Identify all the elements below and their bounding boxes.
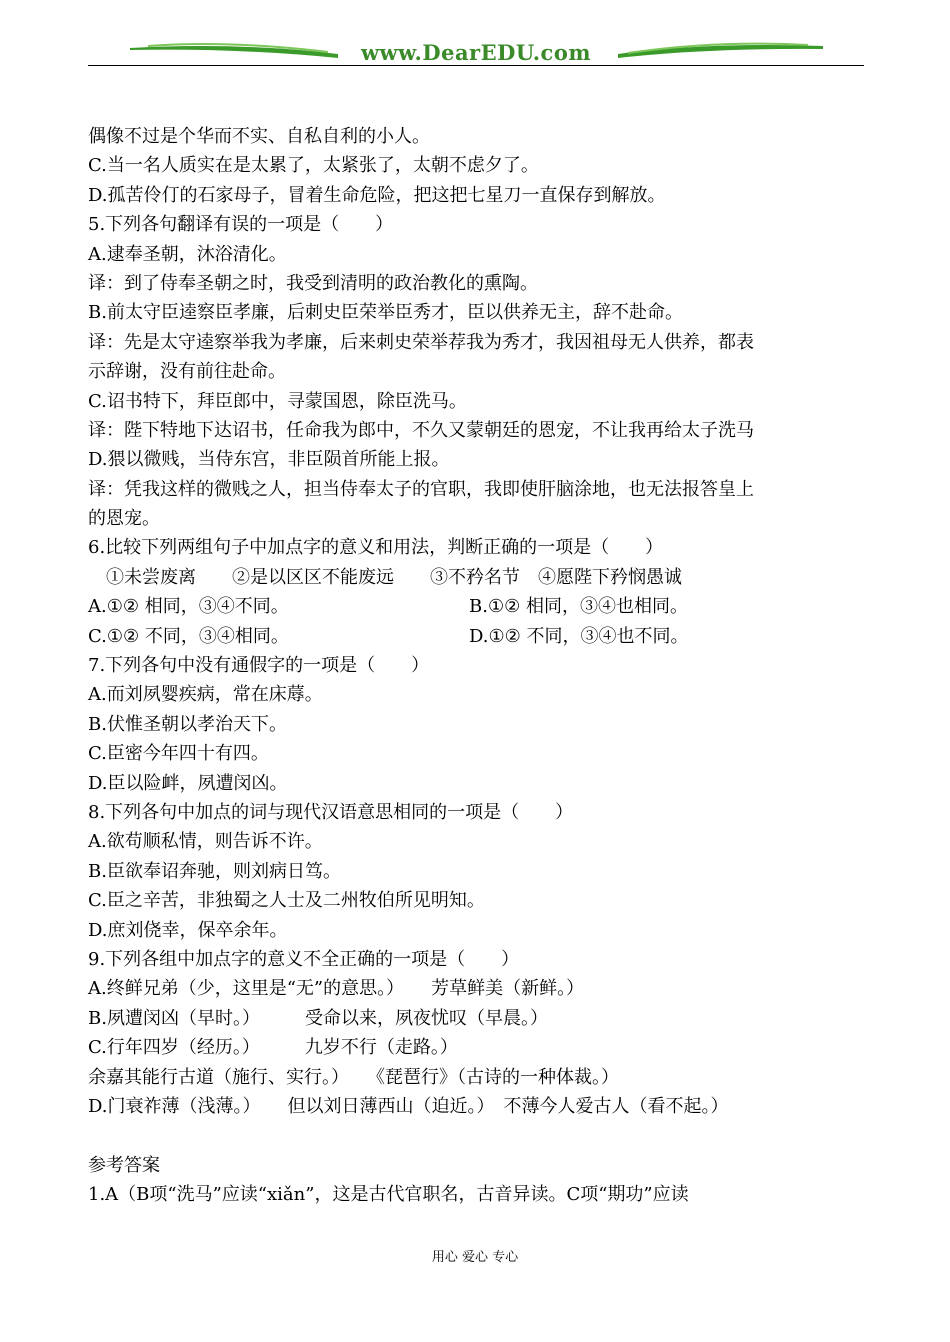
text-line: 译：先是太守逵察举我为孝廉，后来刺史荣举荐我为秀才，我因祖母无人供养，都表 <box>88 331 754 353</box>
text-line: 示辞谢，没有前往赴命。 <box>88 361 286 383</box>
question-6: 6.比较下列两组句子中加点字的意义和用法，判断正确的一项是（ ） <box>88 537 664 559</box>
text-line: D.孤苦伶仃的石家母子，冒着生命危险，把这把七星刀一直保存到解放。 <box>88 184 666 206</box>
header-divider <box>88 65 864 66</box>
text-line: ①未尝废离 ②是以区区不能废远 ③不矜名节 ④愿陛下矜悯愚诚 <box>88 566 682 588</box>
text-line: D.臣以险衅，夙遭闵凶。 <box>88 772 288 794</box>
question-7: 7.下列各句中没有通假字的一项是（ ） <box>88 655 430 677</box>
answer-line: 1.A（B项“洗马”应读“xiǎn”，这是古代官职名，古音异读。C项“期功”应读 <box>88 1184 689 1206</box>
text-line: 译：凭我这样的微贱之人，担当侍奉太子的官职，我即使肝脑涂地，也无法报答皇上 <box>88 478 754 500</box>
page-header <box>88 36 864 70</box>
text-line: 译：陛下特地下达诏书，任命我为郎中，不久又蒙朝廷的恩宠，不让我再给太子洗马 <box>88 419 754 441</box>
q6-options-row <box>88 592 868 621</box>
text-line: A.终鲜兄弟（少，这里是“无”的意思。） 芳草鲜美（新鲜。） <box>88 978 585 1000</box>
text-line: D.门衰祚薄（浅薄。） 但以刘日薄西山（迫近。） 不薄今人爱古人（看不起。） <box>88 1095 729 1117</box>
text-line: C.行年四岁（经历。） 九岁不行（走路。） <box>88 1037 458 1059</box>
text-line: C.臣密今年四十有四。 <box>88 743 269 765</box>
text-line: B.臣欲奉诏奔驰，则刘病日笃。 <box>88 860 341 882</box>
question-9: 9.下列各组中加点字的意义不全正确的一项是（ ） <box>88 948 520 970</box>
text-line: 译：到了侍奉圣朝之时，我受到清明的政治教化的熏陶。 <box>88 272 538 294</box>
text-line: B.前太守臣逵察臣孝廉，后刺史臣荣举臣秀才，臣以供养无主，辞不赴命。 <box>88 302 683 324</box>
text-line: C.当一名人质实在是太累了，太紧张了，太朝不虑夕了。 <box>88 155 539 177</box>
text-line: 偶像不过是个华而不实、自私自利的小人。 <box>88 126 430 147</box>
text-line: C.臣之辛苦，非独蜀之人士及二州牧伯所见明知。 <box>88 890 485 912</box>
text-line: A.而刘夙婴疾病，常在床蓐。 <box>88 684 323 706</box>
text-line: B.夙遭闵凶（早时。） 受命以来，夙夜忧叹（早晨。） <box>88 1007 548 1029</box>
option-c: C.①② 不同，③④相同。 <box>88 625 289 647</box>
document-body <box>88 122 868 1209</box>
text-line: A.欲苟顺私情，则告诉不许。 <box>88 831 323 853</box>
text-line: D.猥以微贱，当侍东宫，非臣陨首所能上报。 <box>88 449 450 471</box>
question-8: 8.下列各句中加点的词与现代汉语意思相同的一项是（ ） <box>88 801 574 823</box>
option-b: B.①② 相同，③④也相同。 <box>469 596 688 618</box>
text-line: C.诏书特下，拜臣郎中，寻蒙国恩，除臣洗马。 <box>88 390 467 412</box>
text-line: 的恩宠。 <box>88 508 160 530</box>
q6-options-row <box>88 622 868 651</box>
text-line: B.伏惟圣朝以孝治天下。 <box>88 713 287 735</box>
text-line: A.逮奉圣朝，沐浴清化。 <box>88 243 287 265</box>
text-line: 余嘉其能行古道（施行、实行。） 《琵琶行》（古诗的一种体裁。） <box>88 1066 619 1088</box>
page-footer: 用心 爱心 专心 <box>431 1250 519 1265</box>
answers-title: 参考答案 <box>88 1154 160 1176</box>
option-a: A.①② 相同，③④不同。 <box>88 596 289 618</box>
option-d: D.①② 不同，③④也不同。 <box>469 625 689 647</box>
text-line: D.庶刘侥幸，保卒余年。 <box>88 919 288 941</box>
question-5: 5.下列各句翻译有误的一项是（ ） <box>88 214 394 236</box>
site-logo-text: www.DearEDU.com <box>360 40 592 65</box>
